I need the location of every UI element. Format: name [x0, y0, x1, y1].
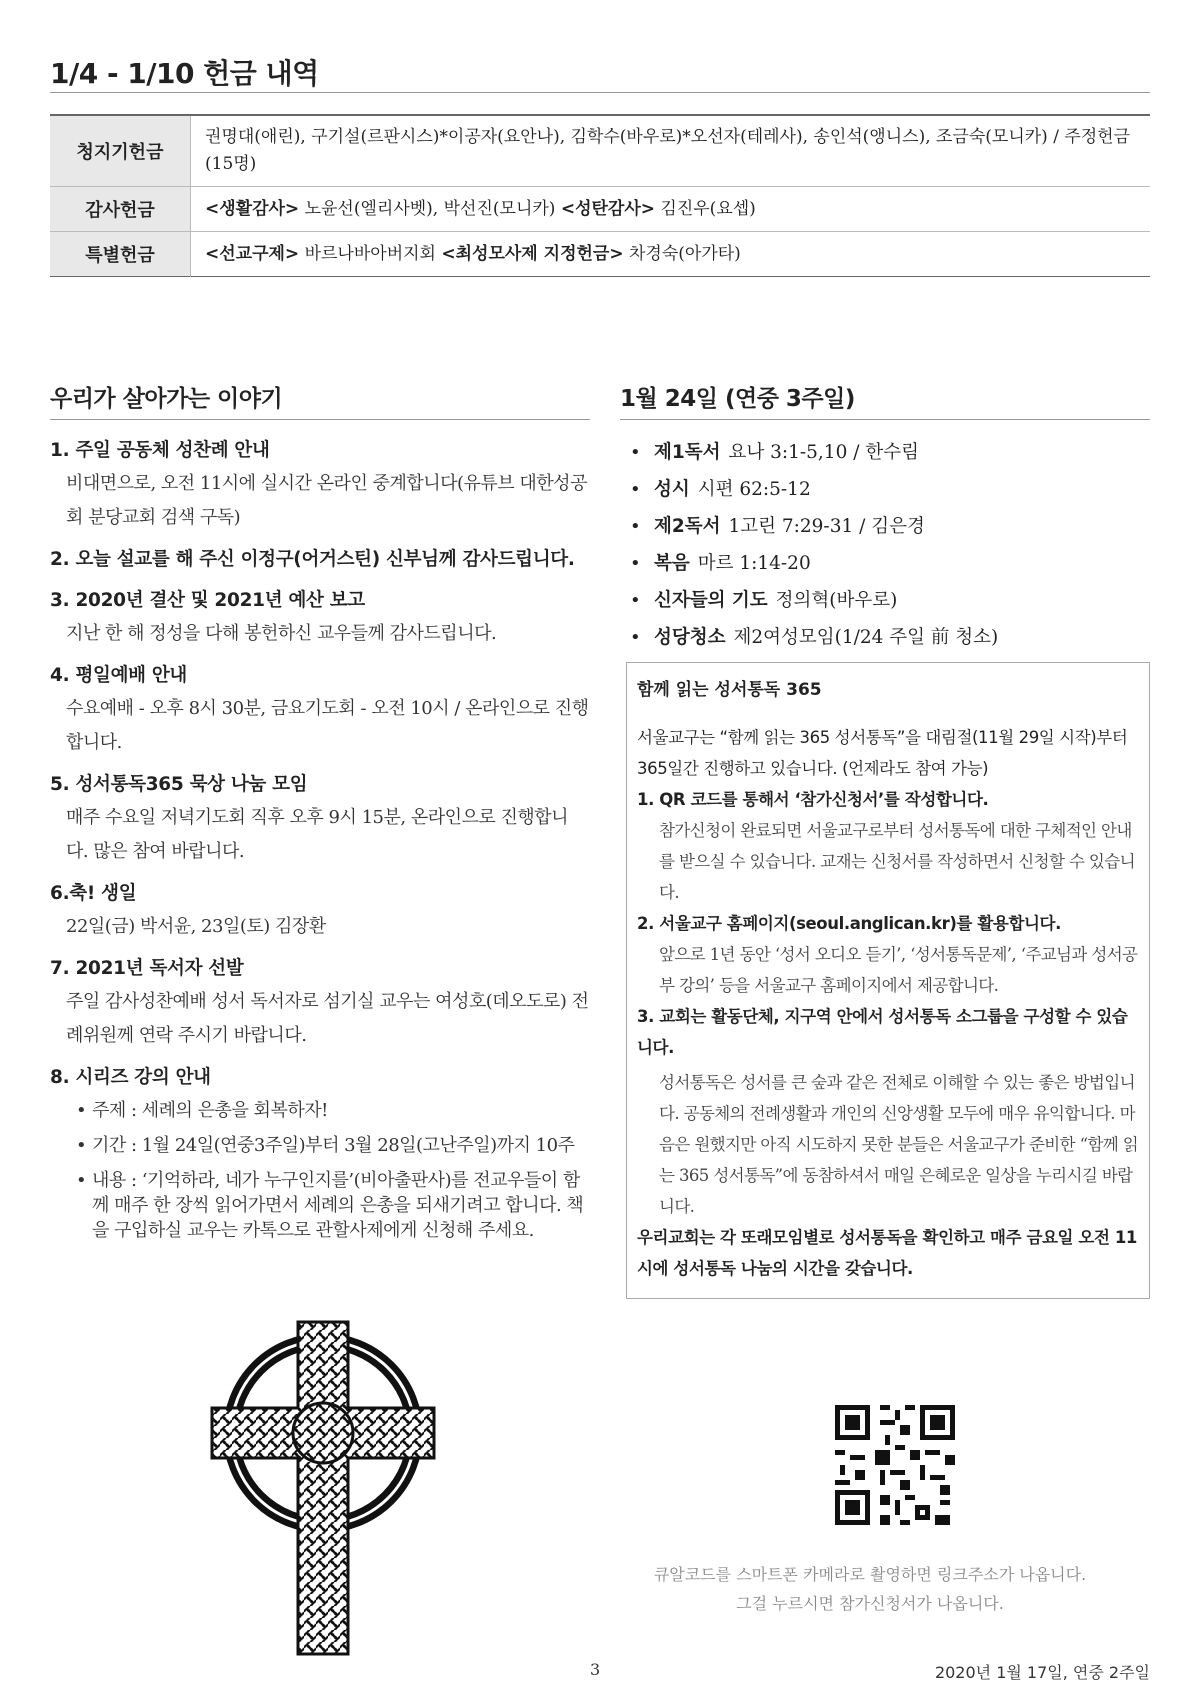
offering-title: 1/4 - 1/10 헌금 내역	[50, 57, 319, 90]
table-row	[50, 232, 1150, 277]
reading-item: • 신자들의 기도 정의혁(바우로)	[630, 582, 1150, 619]
list-item: 2. 오늘 설교를 해 주신 이정구(어거스틴) 신부님께 감사드립니다.	[50, 549, 575, 570]
bible365-box	[626, 662, 1150, 1299]
list-item: 8. 시리즈 강의 안내 • 주제 : 세례의 은총을 회복하자! • 기간 : 1월 24일(연중3주일)부터 3월 28일(고난주일)까지 10주 • 내용 : ‘기억하라, 네가 누구인지를’(비아출판사)를 전교우들이 함께 매주 한 장씩 읽어가면서 세례의 은총을 되새기려고 합니다. 책을 구입하실 교우는 카톡으로 관할사제에게 신청해 주세요.	[50, 1062, 590, 1243]
qr-caption: 큐알코드를 스마트폰 카메라로 촬영하면 링크주소가 나옵니다. 그걸 누르시면 참가신청서가 나옵니다.	[653, 1565, 1087, 1613]
bible365-title: 함께 읽는 성서통독 365	[637, 680, 822, 700]
list-item: 5. 성서통독365 묵상 나눔 모임 매주 수요일 저녁기도회 직후 오후 9시 15분, 온라인으로 진행합니다. 많은 참여 바랍니다.	[50, 774, 569, 862]
list-item: 3. 2020년 결산 및 2021년 예산 보고 지난 한 해 정성을 다해 봉헌하신 교우들께 감사드립니다.	[50, 590, 497, 644]
lecture-item: • 내용 : ‘기억하라, 네가 누구인지를’(비아출판사)를 전교우들이 함께 매주 한 장씩 읽어가면서 세례의 은총을 되새기려고 합니다. 책을 구입하실 교우는 카톡으로 관할사제에게 신청해 주세요.	[76, 1168, 590, 1243]
readings-column	[620, 380, 1150, 1299]
row-content: <생활감사> 노윤선(엘리사벳), 박선진(모니카) <성탄감사> 김진우(요셉)	[191, 187, 1151, 232]
page-number: 3	[590, 1660, 601, 1679]
row-content: 권명대(애린), 구기설(르판시스)*이공자(요안나), 김학수(바우로)*오선자(테레사), 송인석(앵니스), 조금숙(모니카) / 주정헌금(15명)	[191, 115, 1151, 187]
readings-list	[620, 434, 1150, 656]
row-label: 특별헌금	[50, 232, 191, 277]
row-label: 감사헌금	[50, 187, 191, 232]
reading-item: • 제1독서 요나 3:1-5,10 / 한수림	[630, 434, 1150, 471]
list-item: 6.축! 생일 22일(금) 박서윤, 23일(토) 김장환	[50, 883, 326, 937]
table-row	[50, 187, 1150, 232]
story-column	[50, 380, 590, 1253]
row-label: 청지기헌금	[50, 115, 191, 187]
step-body: 참가신청이 완료되면 서울교구로부터 성서통독에 대한 구체적인 안내를 받으실 수 있습니다. 교재는 신청서를 작성하면서 신청할 수 있습니다.	[659, 821, 1135, 902]
lecture-item: • 기간 : 1월 24일(연중3주일)부터 3월 28일(고난주일)까지 10주	[76, 1133, 590, 1158]
title-divider	[50, 92, 1150, 93]
list-item: 7. 2021년 독서자 선발 주일 감사성찬예배 성서 독서자로 섬기실 교우는 여성호(데오도로) 전례위원께 연락 주시기 바랍니다.	[50, 958, 589, 1046]
readings-title: 1월 24일 (연중 3주일)	[620, 380, 1150, 420]
offering-table	[50, 114, 1150, 277]
reading-item: • 성당청소 제2여성모임(1/24 주일 前 청소)	[630, 619, 1150, 656]
story-title: 우리가 살아가는 이야기	[50, 380, 590, 420]
step-heading: 1. QR 코드를 통해서 ‘참가신청서’를 작성합니다.	[637, 790, 989, 809]
lecture-item: • 주제 : 세례의 은총을 회복하자!	[76, 1098, 590, 1123]
footer-date: 2020년 1월 17일, 연중 2주일	[934, 1663, 1150, 1682]
reading-item: • 제2독서 1고린 7:29-31 / 김은경	[630, 508, 1150, 545]
list-item: 1. 주일 공동체 성찬례 안내 비대면으로, 오전 11시에 실시간 온라인 중계합니다(유튜브 대한성공회 분당교회 검색 구독)	[50, 440, 587, 528]
step-heading: 2. 서울교구 홈페이지(seoul.anglican.kr)를 활용합니다.	[637, 914, 1061, 933]
qr-code[interactable]	[830, 1400, 960, 1530]
reading-item: • 성시 시편 62:5-12	[630, 471, 1150, 508]
bible365-intro: 서울교구는 “함께 읽는 365 성서통독”을 대림절(11월 29일 시작)부터 365일간 진행하고 있습니다. (언제라도 참여 가능)	[637, 728, 1128, 778]
step-body: 앞으로 1년 동안 ‘성서 오디오 듣기’, ‘성서통독문제’, ‘주교님과 성서공부 강의’ 등을 서울교구 홈페이지에서 제공합니다.	[659, 945, 1138, 995]
bible365-closing: 우리교회는 각 또래모임별로 성서통독을 확인하고 매주 금요일 오전 11시에 성서통독 나눔의 시간을 갖습니다.	[637, 1228, 1138, 1278]
lecture-list	[50, 1098, 590, 1243]
step-body: 성서통독은 성서를 큰 숲과 같은 전체로 이해할 수 있는 좋은 방법입니다. 공동체의 전례생활과 개인의 신앙생활 모두에 매우 유익합니다. 마음은 원했지만 아직 시도하지 못한 분들은 서울교구가 준비한 “함께 읽는 365 성서통독”에 동참하셔서 매일 은혜로운 일상을 누리시길 바랍니다.	[659, 1073, 1139, 1216]
step-heading: 3. 교회는 활동단체, 지구역 안에서 성서통독 소그룹을 구성할 수 있습니다.	[637, 1007, 1128, 1057]
table-row	[50, 115, 1150, 187]
celtic-cross-icon	[208, 1318, 438, 1658]
reading-item: • 복음 마르 1:14-20	[630, 545, 1150, 582]
list-item: 4. 평일예배 안내 수요예배 - 오후 8시 30분, 금요기도회 - 오전 10시 / 온라인으로 진행합니다.	[50, 665, 589, 753]
row-content: <선교구제> 바르나바아버지회 <최성모사제 지정헌금> 차경숙(아가타)	[191, 232, 1151, 277]
